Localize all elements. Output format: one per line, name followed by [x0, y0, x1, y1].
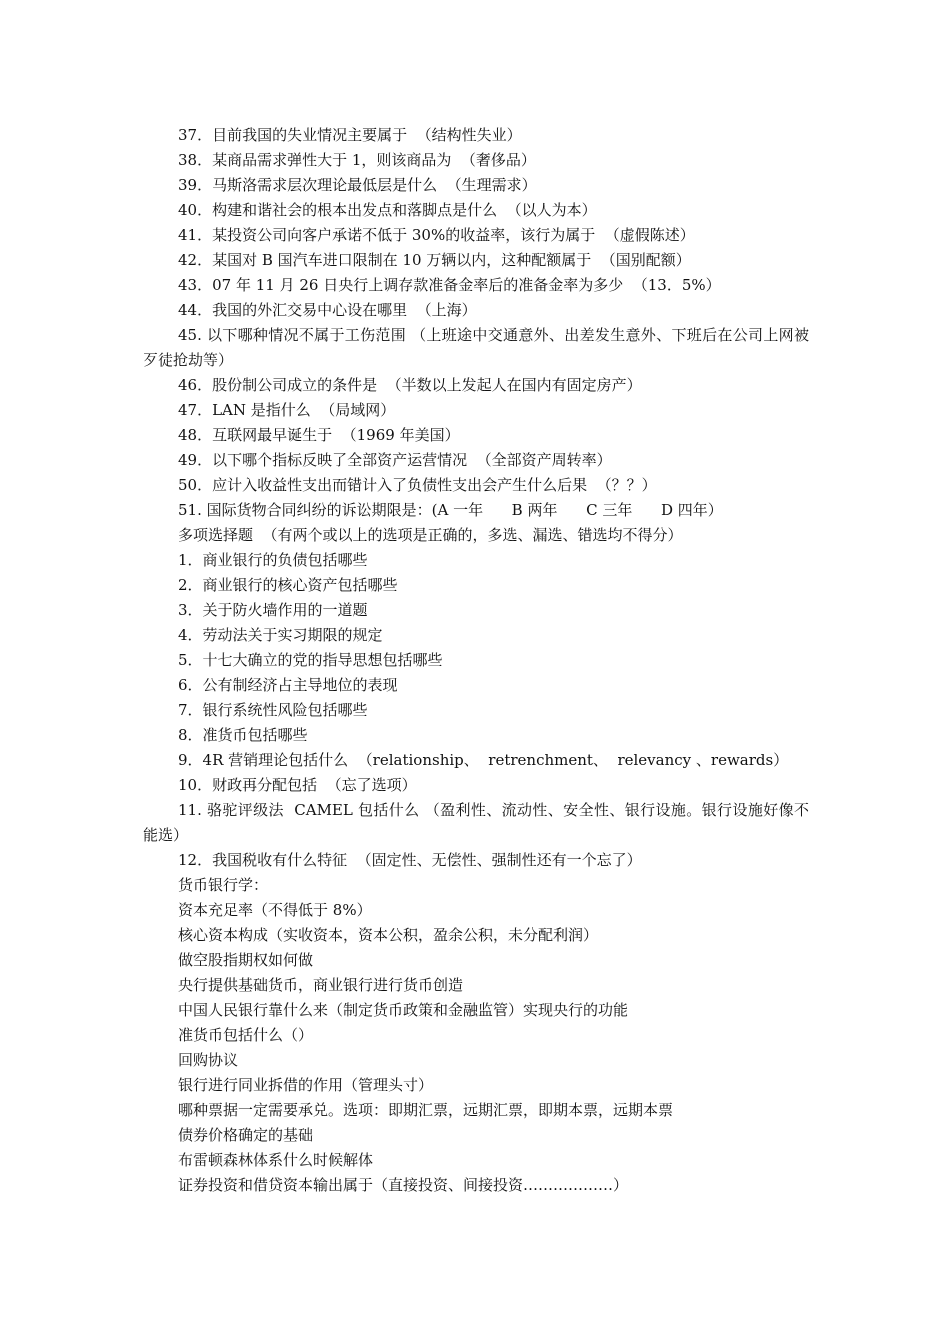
question-38: 38．某商品需求弹性大于 1，则该商品为 （奢侈品） — [178, 151, 536, 169]
question-51: 51. 国际货物合同纠纷的诉讼期限是：(A 一年 B 两年 C 三年 D 四年） — [178, 501, 723, 519]
note-item: 中国人民银行靠什么来（制定货币政策和金融监管）实现央行的功能 — [178, 1001, 629, 1019]
question-47: 47．LAN 是指什么 （局域网） — [178, 401, 396, 419]
multi-question-3: 3．关于防火墙作用的一道题 — [178, 601, 368, 619]
note-item: 银行进行同业拆借的作用（管理头寸） — [178, 1076, 434, 1094]
multi-question-7: 7．银行系统性风险包括哪些 — [178, 701, 368, 719]
note-item: 资本充足率（不得低于 8%） — [178, 901, 372, 919]
question-45: 45. 以下哪种情况不属于工伤范围 （上班途中交通意外、出差发生意外、下班后在公司上网被歹徒抢劫等） — [143, 326, 809, 369]
question-44: 44．我国的外汇交易中心设在哪里 （上海） — [178, 301, 477, 319]
question-48: 48．互联网最早诞生于 （1969 年美国） — [178, 426, 460, 444]
question-42: 42．某国对 B 国汽车进口限制在 10 万辆以内，这种配额属于 （国别配额） — [178, 251, 691, 269]
note-item: 债券价格确定的基础 — [178, 1126, 314, 1144]
section-heading-multiple-choice: 多项选择题 （有两个或以上的选项是正确的，多选、漏选、错选均不得分） — [178, 526, 683, 544]
question-37: 37．目前我国的失业情况主要属于 （结构性失业） — [178, 126, 522, 144]
note-item: 证券投资和借贷资本输出属于（直接投资、间接投资………………） — [178, 1176, 629, 1194]
note-item: 央行提供基础货币，商业银行进行货币创造 — [178, 976, 464, 994]
question-49: 49．以下哪个指标反映了全部资产运营情况 （全部资产周转率） — [178, 451, 612, 469]
note-item: 准货币包括什么（） — [178, 1026, 314, 1044]
multi-question-1: 1．商业银行的负债包括哪些 — [178, 551, 368, 569]
question-41: 41．某投资公司向客户承诺不低于 30%的收益率，该行为属于 （虚假陈述） — [178, 226, 695, 244]
multi-question-9: 9．4R 营销理论包括什么 （relationship、 retrenchment、 relevancy 、rewards） — [178, 751, 789, 769]
document-body — [143, 123, 809, 1198]
note-item: 哪种票据一定需要承兑。选项：即期汇票，远期汇票，即期本票，远期本票 — [178, 1101, 674, 1119]
question-43: 43．07 年 11 月 26 日央行上调存款准备金率后的准备金率为多少 （13．5%） — [178, 276, 721, 294]
multi-question-12: 12．我国税收有什么特征 （固定性、无偿性、强制性还有一个忘了） — [178, 851, 642, 869]
multi-question-4: 4．劳动法关于实习期限的规定 — [178, 626, 383, 644]
multi-question-8: 8．准货币包括哪些 — [178, 726, 308, 744]
note-item: 回购协议 — [178, 1051, 239, 1069]
question-40: 40．构建和谐社会的根本出发点和落脚点是什么 （以人为本） — [178, 201, 597, 219]
question-50: 50．应计入收益性支出而错计入了负债性支出会产生什么后果 （？？） — [178, 476, 657, 494]
multi-question-10: 10．财政再分配包括 （忘了选项） — [178, 776, 417, 794]
note-item: 做空股指期权如何做 — [178, 951, 314, 969]
note-item: 核心资本构成（实收资本，资本公积，盈余公积，未分配利润） — [178, 926, 599, 944]
note-item: 布雷顿森林体系什么时候解体 — [178, 1151, 374, 1169]
multi-question-2: 2．商业银行的核心资产包括哪些 — [178, 576, 398, 594]
multi-question-6: 6．公有制经济占主导地位的表现 — [178, 676, 398, 694]
multi-question-11: 11. 骆驼评级法 CAMEL 包括什么 （盈利性、流动性、安全性、银行设施。银行设施好像不能选） — [143, 801, 809, 844]
section-heading-money-banking: 货币银行学： — [178, 876, 269, 894]
question-46: 46．股份制公司成立的条件是 （半数以上发起人在国内有固定房产） — [178, 376, 642, 394]
multi-question-5: 5．十七大确立的党的指导思想包括哪些 — [178, 651, 443, 669]
question-39: 39．马斯洛需求层次理论最低层是什么 （生理需求） — [178, 176, 537, 194]
